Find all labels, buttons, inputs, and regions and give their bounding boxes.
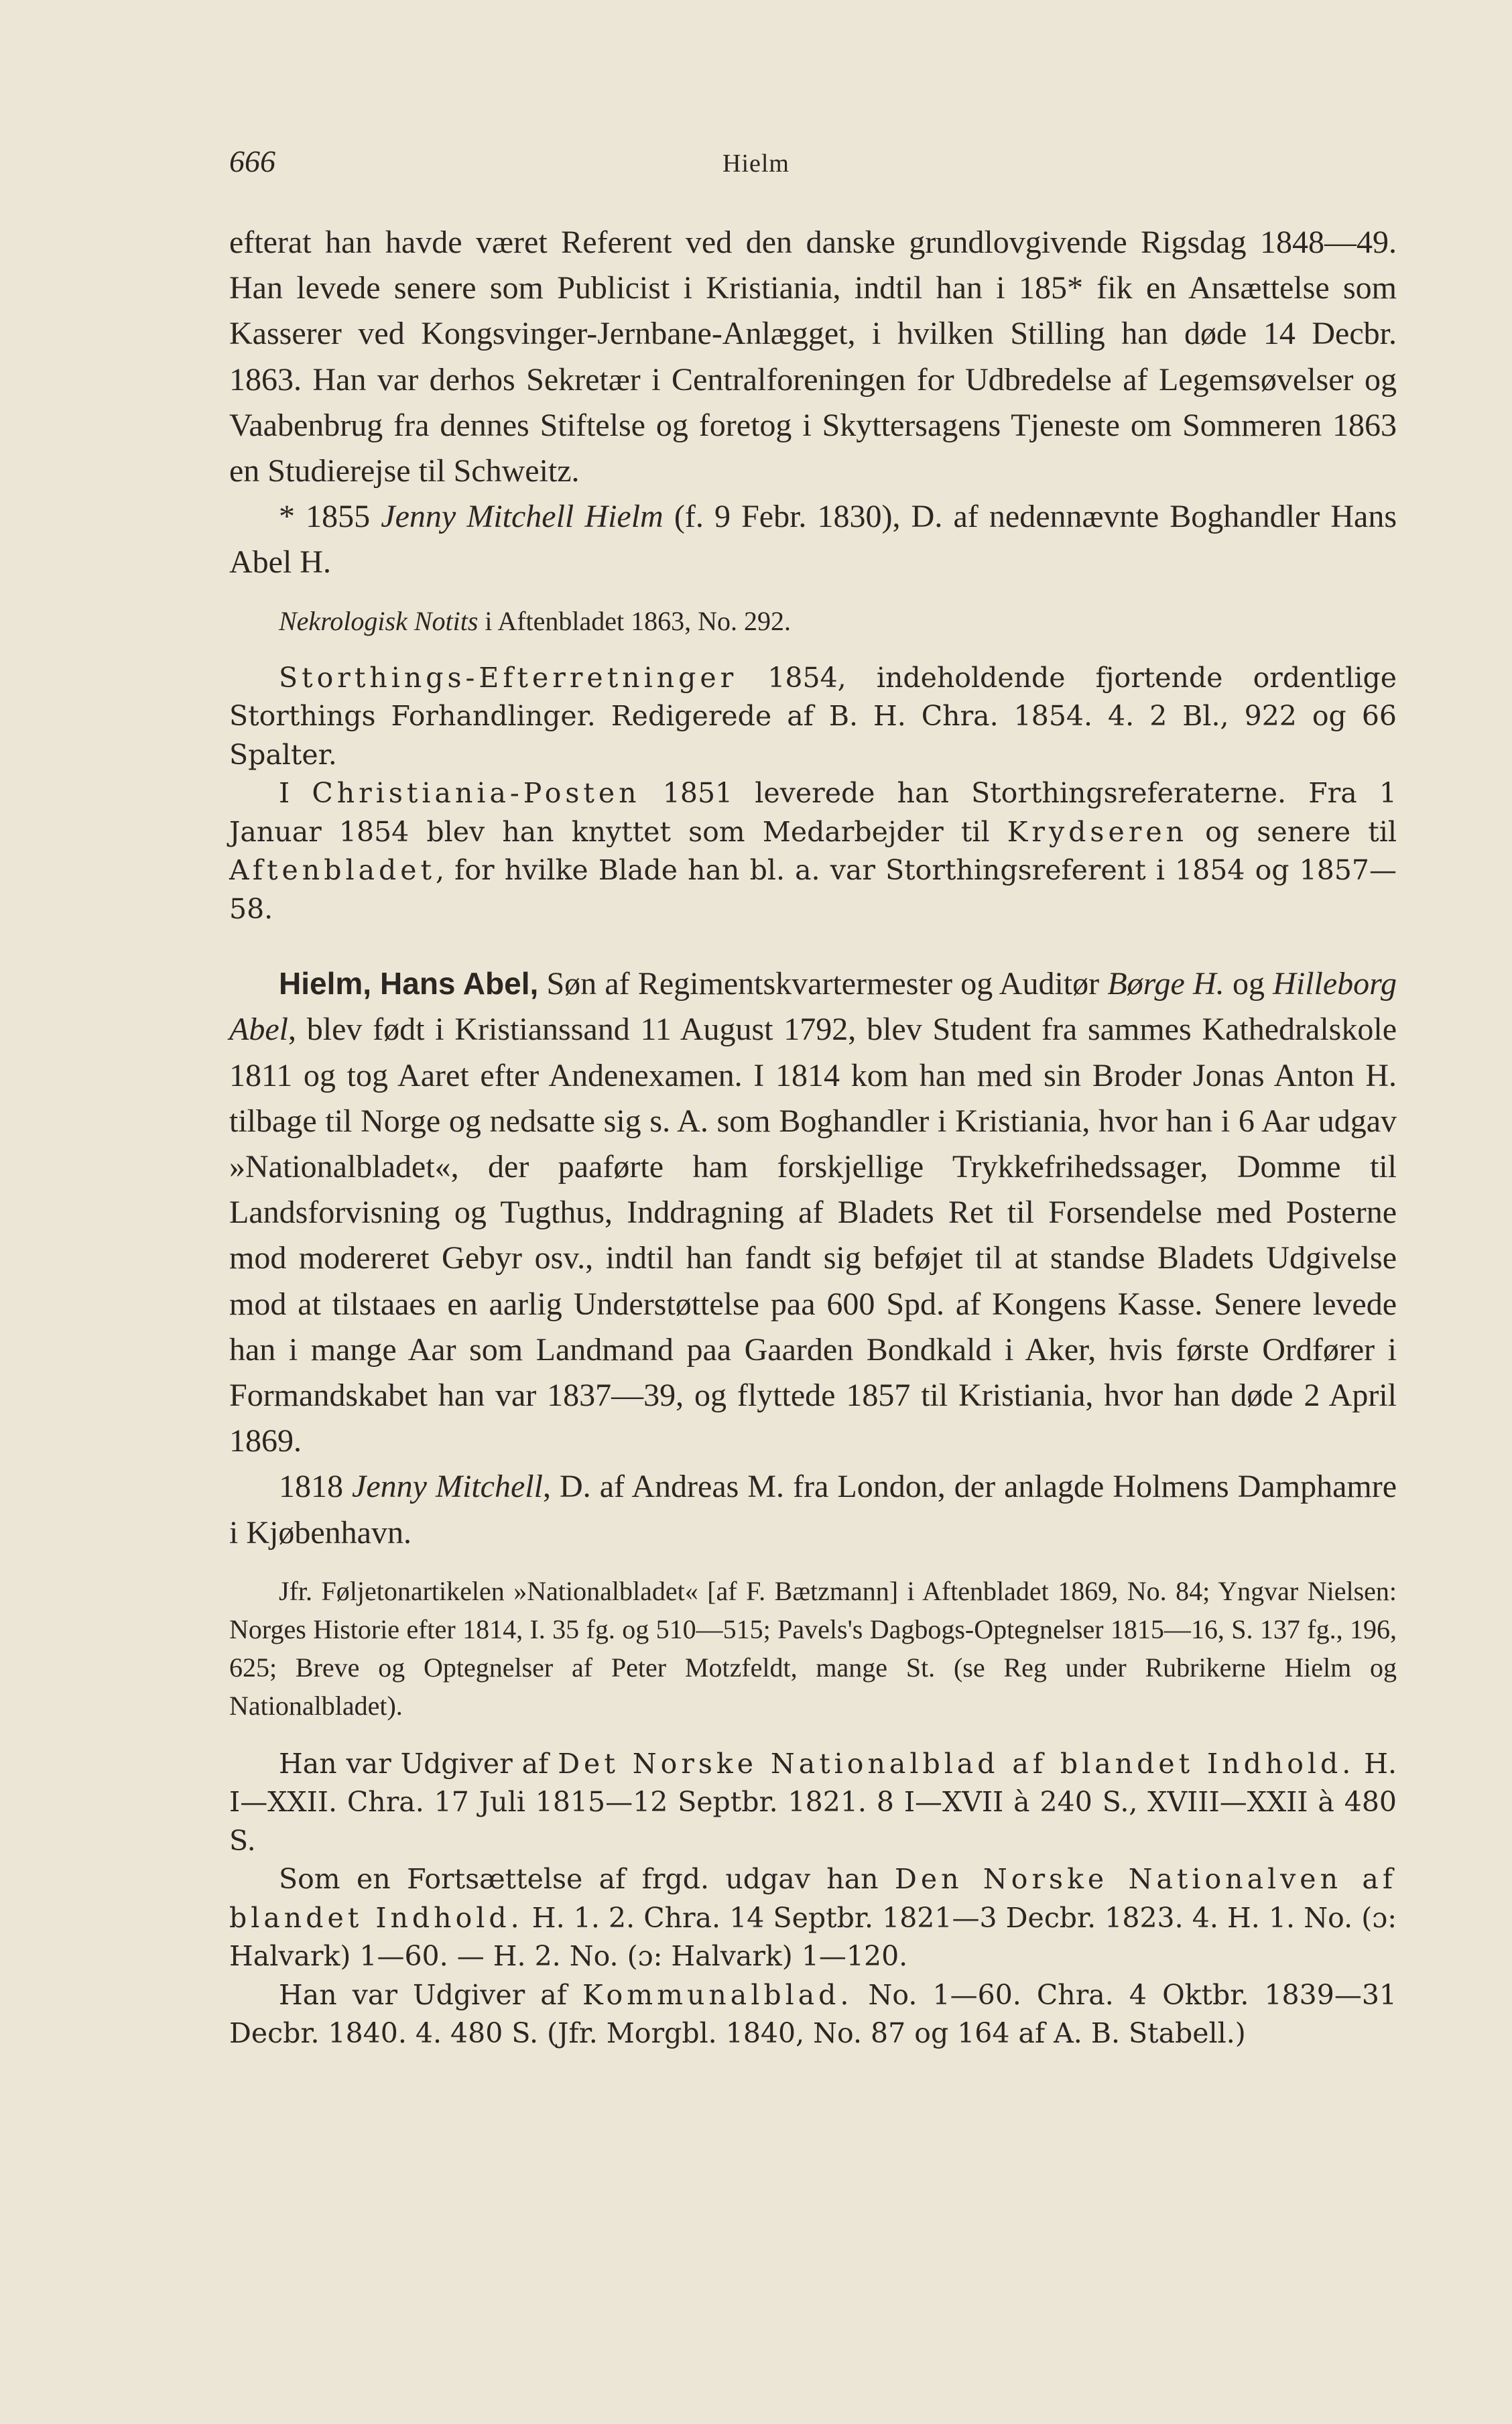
paragraph-wife xyxy=(229,1464,1397,1555)
entry-text-1: Søn af Regimentskvartermester og Auditør xyxy=(538,966,1108,1002)
spouse-name: Jenny Mitchell Hielm xyxy=(381,499,664,535)
source-note-1-title: Nekrologisk Notits xyxy=(279,605,479,636)
bibliography-entry-4-pre: Som en Fortsættelse af frgd. udgav han xyxy=(279,1863,895,1896)
entry-father-name: Børge H. xyxy=(1107,966,1224,1002)
entry-headword: Hielm, Hans Abel, xyxy=(279,966,539,1002)
source-note-1-rest: i Aftenbladet 1863, No. 292. xyxy=(478,605,792,636)
wife-note-lead: 1818 xyxy=(279,1469,353,1505)
bibliography-entry-1-rest: 1854, indeholdende fjortende ordentlige Storthings Forhandlinger. Redigerede af B. H. Chra. 1854. 4. 2 Bl., 922 og 66 Spalter. xyxy=(229,661,1397,771)
spouse-note-rest: (f. 9 Febr. 1830), D. af nedennævnte Boghandler Hans Abel H. xyxy=(229,499,1397,581)
source-note-1 xyxy=(229,602,1397,640)
bibliography-entry-5-rest: No. 1—60. Chra. 4 Oktbr. 1839—31 Decbr. 1840. 4. 480 S. (Jfr. Morgbl. 1840, No. 87 og 164 af A. B. Stabell.) xyxy=(229,1978,1397,2050)
entry-text-2: og xyxy=(1224,966,1273,1002)
bibliography-entry-2-title-1: Christiania-Posten xyxy=(312,777,641,810)
bibliography-entry-4 xyxy=(229,1860,1397,1976)
source-note-2: Jfr. Føljetonartikelen »Nationalbladet« [af F. Bætzmann] i Aftenbladet 1869, No. 84; Yngvar Nielsen: Norges Historie efter 1814, I. 35 fg. og 510—515; Pavels's Dagbogs-Optegnelser 1815—16, S. 137 fg., 196, 625; Breve og Optegnelser af Peter Motzfeldt, mange St. (se Reg under Rubrikerne Hielm og Nationalbladet). xyxy=(229,1575,1397,1721)
bibliography-entry-3-rest: H. I—XXII. Chra. 17 Juli 1815—12 Septbr. 1821. 8 I—XVII à 240 S., XVIII—XXII à 480 S. xyxy=(229,1747,1397,1857)
bibliography-entry-5 xyxy=(229,1976,1397,2053)
bibliography-entry-2-rest: , for hvilke Blade han bl. a. var Storthingsreferent i 1854 og 1857—58. xyxy=(229,854,1397,925)
bibliography-entry-2-mid-2: og senere til xyxy=(1188,815,1397,848)
bibliography-entry-3-pre: Han var Udgiver af xyxy=(279,1747,558,1780)
bibliography-entry-4-title: Den Norske Nationalven af blandet Indhold. xyxy=(229,1863,1397,1934)
bibliography-entry-2-mid: 1851 leverede han Storthingsreferaterne. Fra 1 Januar 1854 blev han knyttet som Medarbejder til xyxy=(229,777,1397,848)
entry-text-3: , blev født i Kristianssand 11 August 1792, blev Student fra sammes Kathedralskole 1811 og tog Aaret efter Andenexamen. I 1814 kom han med sin Broder Jonas Anton H. tilbage til Norge og nedsatte sig s. A. som Boghandler i Kristiania, hvor han i 6 Aar udgav »Nationalbladet«, der paaførte ham forskjellige Trykkefrihedssager, Domme til Landsforvisning og Tugthus, Inddragning af Bladets Ret til Forsendelse med Posterne mod modereret Gebyr osv., indtil han fandt sig beføjet til at standse Bladets Udgivelse mod at tilstaaes en aarlig Understøttelse paa 600 Spd. af Kongens Kasse. Senere levede han i mange Aar som Landmand paa Gaarden Bondkald i Aker, hvis første Ordfører i Formandskabet han var 1837—39, og flyttede 1857 til Kristiania, hvor han døde 2 April 1869. xyxy=(229,1012,1397,1459)
text-column xyxy=(229,220,1397,2053)
bibliography-entry-1 xyxy=(229,659,1397,775)
bibliography-entry-5-title: Kommunalblad. xyxy=(582,1978,853,2011)
bibliography-entry-5-pre: Han var Udgiver af xyxy=(279,1978,583,2011)
wife-name: Jenny Mitchell xyxy=(352,1469,543,1505)
bibliography-entry-3 xyxy=(229,1745,1397,1861)
entry-mother-name: Hilleborg Abel xyxy=(229,966,1397,1048)
page-header xyxy=(229,143,1283,190)
paragraph-continuation: efterat han havde været Referent ved den danske grundlovgivende Rigsdag 1848—49. Han levede senere som Publicist i Kristiania, indtil han i 185* fik en Ansættelse som Kasserer ved Kongsvinger-Jernbane-Anlægget, i hvilken Stilling han døde 14 Decbr. 1863. Han var derhos Sekretær i Centralforeningen for Udbredelse af Legemsøvelser og Vaabenbrug fra dennes Stiftelse og foretog i Skyttersagens Tjeneste om Sommeren 1863 en Studierejse til Schweitz. xyxy=(229,225,1397,489)
running-head: Hielm xyxy=(722,149,790,178)
biography-entry xyxy=(229,961,1397,1464)
bibliography-entry-4-rest: H. 1. 2. Chra. 14 Septbr. 1821—3 Decbr. 1823. 4. H. 1. No. (ɔ: Halvark) 1—60. — H. 2. No. (ɔ: Halvark) 1—120. xyxy=(229,1901,1397,1973)
bibliography-entry-1-title: Storthings-Efterretninger xyxy=(279,661,738,694)
bibliography-entry-2 xyxy=(229,774,1397,928)
page-number: 666 xyxy=(229,144,275,178)
bibliography-entry-2-pre: I xyxy=(279,777,312,810)
wife-note-rest: , D. af Andreas M. fra London, der anlagde Holmens Damphamre i Kjøbenhavn. xyxy=(229,1469,1397,1551)
bibliography-entry-3-title: Det Norske Nationalblad af blandet Indhold. xyxy=(558,1747,1355,1780)
bibliography-entry-2-title-2: Krydseren xyxy=(1007,815,1188,848)
paragraph-spouse-note xyxy=(229,494,1397,585)
bibliography-entry-2-title-3: Aftenbladet xyxy=(229,854,436,887)
spouse-note-lead: * 1855 xyxy=(279,499,381,535)
